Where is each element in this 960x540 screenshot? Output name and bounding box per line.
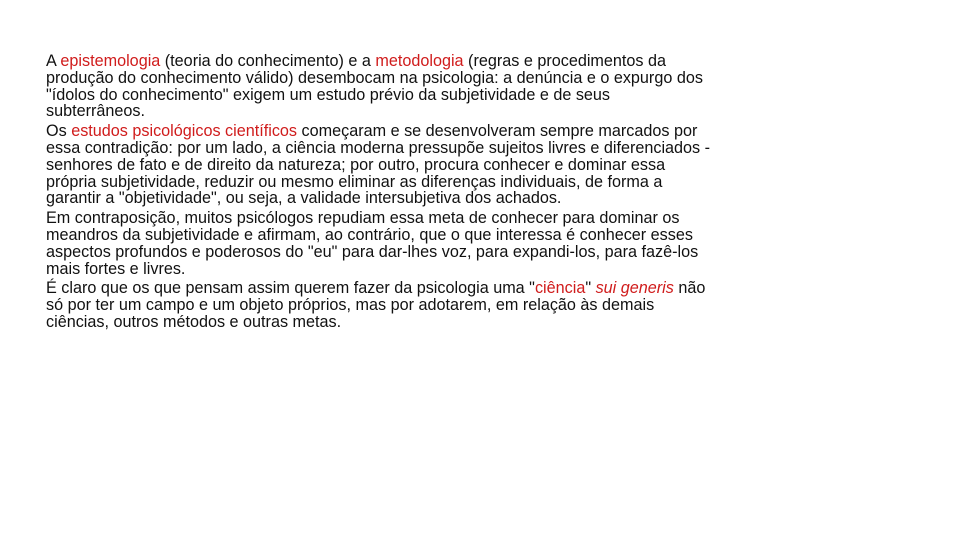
paragraph-estudos-psicologicos [46, 123, 866, 207]
text-segment: (teoria do conhecimento) e a [160, 52, 376, 70]
highlight-metodologia: metodologia [375, 52, 464, 70]
paragraph-epistemologia [46, 53, 866, 120]
highlight-sui-generis: sui generis [595, 279, 674, 298]
highlight-ciencia: ciência [534, 279, 586, 298]
text-segment: É claro que os que pensam assim querem fazer da psicologia uma " [46, 279, 535, 298]
text-segment: não só por ter um campo e um objeto próprios, mas por adotarem, em relação às demais ciências, outros métodos e outras metas. [46, 279, 706, 331]
highlight-estudos-psicologicos: estudos psicológicos científicos [71, 122, 298, 141]
text-segment: " [585, 279, 596, 298]
paragraph-contraposicao [46, 210, 866, 277]
text-segment: (regras e procedimentos da produção do conhecimento válido) desembocam na psicologia: a denúncia e o expurgo dos "ídolos do conhecimento" exigem um estudo prévio da subjetividade e de seus subterrâneos. [46, 52, 703, 121]
slide-body-text [46, 53, 866, 334]
paragraph-sui-generis [46, 280, 866, 330]
text-segment: Os [46, 122, 72, 141]
text-segment: começaram e se desenvolveram sempre marcados por essa contradição: por um lado, a ciência moderna pressupõe sujeitos livres e diferenciados - senhores de fato e de direito da natureza; por outro, procura conhecer e dominar essa própria subjetividade, reduzir ou mesmo eliminar as diferenças individuais, de forma a garantir a "objetividade", ou seja, a validade intersubjetiva dos achados. [46, 122, 711, 208]
text-segment: Em contraposição, muitos psicólogos repudiam essa meta de conhecer para dominar os meandros da subjetividade e afirmam, ao contrário, que o que interessa é conhecer esses aspectos profundos e poderosos do "eu" para dar-lhes voz, para expandi-los, para fazê-los mais fortes e livres. [46, 209, 699, 278]
text-segment: A [46, 52, 61, 70]
highlight-epistemologia: epistemologia [60, 52, 161, 70]
